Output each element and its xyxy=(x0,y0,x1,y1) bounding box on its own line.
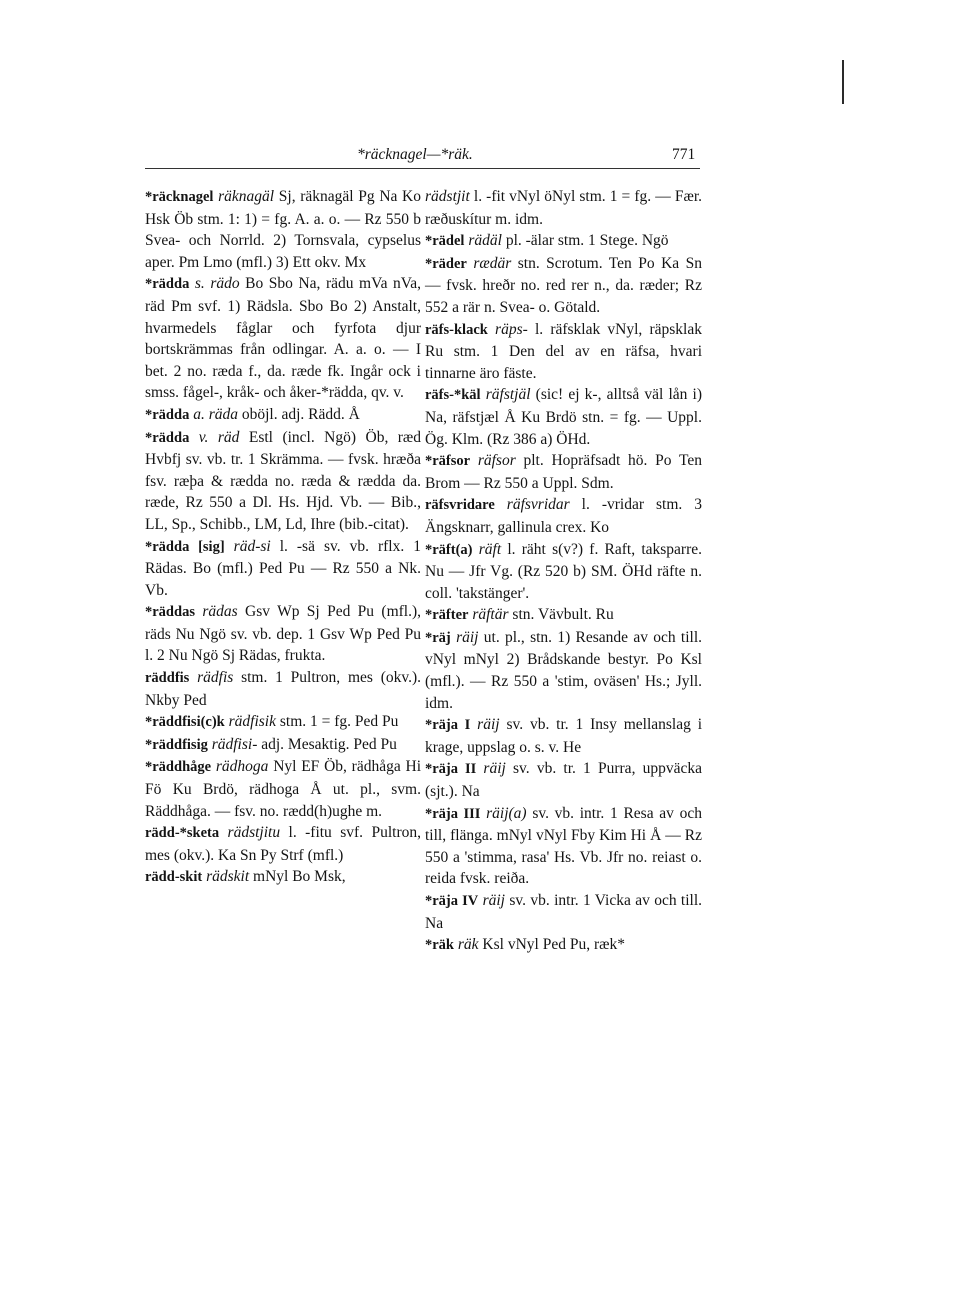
entry-text: oböjl. adj. Rädd. Å xyxy=(241,405,360,423)
dictionary-entry xyxy=(145,822,421,866)
entry-headword: *räfsor xyxy=(425,453,471,470)
entry-headword: *räja I xyxy=(425,717,471,734)
entry-form: rädfisi- xyxy=(211,735,258,753)
entry-text: sv. vb. intr. 1 Resa av och till, flänga. mNyl vNyl Fby Kim Hi Å — Rz 550 a 'stimma, rasa' Hs. Vb. Jfr no. reiast o. reida fvsk. reiða. xyxy=(425,804,703,888)
entry-text: (sic! ej k-, alltså väl lån i) Na, räfstjæl Å Ku Brdö stn. = fg. — Uppl. Ög. Klm. (Rz 386 a) ÖHd. xyxy=(425,386,703,448)
entry-form: räps- xyxy=(495,320,528,338)
entry-form: s. rädo xyxy=(194,275,240,293)
entry-headword: *räddfisi(c)k xyxy=(145,714,225,731)
running-head: *räcknagel—*räk. xyxy=(357,146,473,163)
dictionary-entry xyxy=(145,536,421,602)
entry-form: räij xyxy=(456,628,479,646)
entry-text: plt. Hopräfsadt hö. Po Ten Brom — Rz 550 a Uppl. Sdm. xyxy=(425,452,702,492)
dictionary-entry xyxy=(145,667,421,711)
entry-headword: *räfter xyxy=(425,607,469,624)
entry-text: Nyl EF Öb, rädhåga Hi Fö Ku Brdö, rädhoga Å ut. pl., svm. Räddhåga. — fsv. no. rædd(h)ughe m. xyxy=(145,758,421,820)
entry-text: mNyl Bo Msk, xyxy=(253,868,346,886)
dictionary-entry xyxy=(425,714,702,758)
dictionary-entry xyxy=(145,427,421,536)
entry-form: räd-si xyxy=(233,537,271,555)
entry-headword: räfsvridare xyxy=(425,497,495,514)
dictionary-entry xyxy=(425,494,702,538)
dictionary-entry xyxy=(425,230,702,253)
entry-text: sv. vb. tr. 1 Insy mellanslag i krage, uppslag o. s. v. He xyxy=(425,716,703,756)
entry-text: Sj, räknagäl Pg Na Ko Hsk Öb stm. 1: 1) = fg. A. a. o. — Rz 550 b Svea- och Norrld. 2) Tornsvala, cypselus aper. Pm Lmo (mfl.) 3) Ett okv. Mx xyxy=(145,188,422,271)
dictionary-entry xyxy=(425,627,702,714)
entry-headword: *rädda [sig] xyxy=(145,538,225,555)
dictionary-entry xyxy=(145,404,421,427)
dictionary-entry xyxy=(145,601,421,667)
entry-form: rädfis xyxy=(197,669,234,687)
entry-headword: *räj xyxy=(425,629,451,646)
entry-headword: räfs-klack xyxy=(425,321,488,338)
entry-form: räknagäl xyxy=(218,188,275,205)
entry-headword: *räja III xyxy=(425,805,481,822)
entry-headword: *rädda xyxy=(145,429,190,446)
dictionary-entry xyxy=(425,450,702,494)
entry-headword: rädd-*sketa xyxy=(145,825,220,842)
entry-headword: *räft(a) xyxy=(425,541,473,558)
entry-text: adj. Mesaktig. Ped Pu xyxy=(261,735,397,753)
entry-text: l. räfsklak vNyl, räpsklak Ru stm. 1 Den del av en räfsa, hvari tinnarne äro fäste. xyxy=(425,320,702,382)
dictionary-entry xyxy=(425,539,702,605)
entry-form: räij xyxy=(477,716,500,734)
entry-text: l. -sä sv. vb. rflx. 1 Rädas. Bo (mfl.) Ped Pu — Rz 550 a Nk. Vb. xyxy=(145,537,421,599)
entry-headword: *rädda xyxy=(145,276,190,293)
entry-text: Ksl vNyl Ped Pu, ræk* xyxy=(482,936,625,954)
entry-headword: *räja II xyxy=(425,761,477,778)
entry-form: räfsvridar xyxy=(506,496,570,514)
entry-headword: rädd-skit xyxy=(145,869,203,886)
entry-text: l. räht s(v?) f. Raft, taksparre. Nu — Jfr Vg. (Rz 520 b) SM. ÖHd räfte n. coll. 'takstänger'. xyxy=(425,540,702,602)
entry-text: pl. -älar stm. 1 Stege. Ngö xyxy=(505,232,669,250)
entry-form: rædär xyxy=(473,254,512,272)
entry-form: räij xyxy=(483,760,506,778)
entry-text: stn. Vävbult. Ru xyxy=(512,606,614,624)
dictionary-entry xyxy=(145,186,421,273)
dictionary-entry xyxy=(425,604,702,627)
dictionary-entry xyxy=(145,866,421,889)
entry-text: l. -vridar stm. 3 Ängsknarr, gallinula crex. Ko xyxy=(425,496,703,536)
entry-form: räij xyxy=(482,892,505,909)
dictionary-entry xyxy=(425,384,702,450)
entry-headword: räddfis xyxy=(145,670,190,687)
entry-headword: *räder xyxy=(425,255,467,272)
entry-form: räft xyxy=(478,540,502,558)
entry-form: v. räd xyxy=(198,428,240,446)
dictionary-entry xyxy=(425,803,702,890)
entry-form: räftär xyxy=(472,606,509,624)
entry-text: stm. 1 = fg. Ped Pu xyxy=(279,713,399,731)
dictionary-entry xyxy=(425,253,702,319)
entry-form: rädäl xyxy=(468,232,502,250)
entry-form: rädfisik xyxy=(228,713,276,731)
entry-text: ut. pl., stn. 1) Resande av och till. vNyl mNyl 2) Brådskande bestyr. Po Ksl (mfl.). — Rz 550 a 'stim, oväsen' Hs.; Jyll. idm. xyxy=(425,628,703,712)
entry-headword: *rädel xyxy=(425,233,465,250)
entry-form: räk xyxy=(457,936,479,954)
entry-form: a. räda xyxy=(193,405,238,423)
dictionary-entry xyxy=(145,756,421,822)
entry-headword: *räddhåge xyxy=(145,759,212,776)
entry-text: sv. vb. tr. 1 Purra, uppväcka (sjt.). Na xyxy=(425,760,703,801)
entry-headword: *räcknagel xyxy=(145,189,214,205)
entry-form: rädstjitu xyxy=(227,824,281,842)
dictionary-entry xyxy=(425,319,702,385)
entry-headword: räfs-*käl xyxy=(425,387,481,404)
entry-form: räij(a) xyxy=(486,804,527,822)
dictionary-entry xyxy=(425,890,702,934)
entry-headword: *räk xyxy=(425,937,454,954)
entry-text: Gsv Wp Sj Ped Pu (mfl.), räds Nu Ngö sv. vb. dep. 1 Gsv Wp Ped Pu l. 2 Nu Ngö Sj Rädas, frukta. xyxy=(145,603,421,665)
dictionary-entry xyxy=(145,711,421,734)
dictionary-entry xyxy=(425,934,702,957)
margin-mark xyxy=(842,60,844,104)
left-column xyxy=(145,186,421,889)
entry-text: l. -fitu svf. Pultron, mes (okv.). Ka Sn Py Strf (mfl.) xyxy=(145,824,421,864)
dictionary-entry xyxy=(425,186,702,230)
entry-headword: *räddfisig xyxy=(145,736,208,753)
header-rule xyxy=(145,168,700,169)
entry-form: räfstjäl xyxy=(485,386,531,404)
entry-text: l. -fit vNyl öNyl stm. 1 = fg. — Fær. ræðuskítur m. idm. xyxy=(425,188,702,228)
entry-text: stn. Scrotum. Ten Po Ka Sn — fvsk. hreðr no. red rer n., da. ræder; Rz 552 a rär n. Svea- o. Götald. xyxy=(425,254,703,316)
entry-text: Bo Sbo Na, rädu mVa nVa, räd Pm svf. 1) Rädsla. Sbo Bo 2) Anstalt, hvarmedels fåglar och fyrfota djur bortskrämmas från odlingar. A. a. o. — I bet. 2 no. ræda f., da. ræde fk. Ingår ock i smss. fågel-, kråk- och åker-*rädda, qv. v. xyxy=(145,275,421,402)
entry-headword: *räja IV xyxy=(425,893,479,909)
entry-text: Estl (incl. Ngö) Öb, ræd Hvbfj sv. vb. tr. 1 Skrämma. — fvsk. hræða fsv. ræþa & rædda no. ræda & rædda da. ræde, Rz 550 a Dl. Hs. Hjd. Vb. — Bib., LL, Sp., Schibb., LM, Ld, Ihre (bib.-citat). xyxy=(145,428,422,533)
entry-form: rädas xyxy=(202,603,238,621)
dictionary-entry xyxy=(145,734,421,757)
right-column xyxy=(425,186,702,957)
entry-headword: *räddas xyxy=(145,604,195,621)
entry-form: rädhoga xyxy=(215,758,269,776)
entry-form: rädstjit xyxy=(425,188,470,205)
dictionary-entry xyxy=(425,758,702,802)
dictionary-entry xyxy=(145,273,421,404)
entry-text: stm. 1 Pultron, mes (okv.). Nkby Ped xyxy=(145,669,422,709)
page-number: 771 xyxy=(672,146,696,163)
entry-headword: *rädda xyxy=(145,406,190,423)
entry-text: sv. vb. intr. 1 Vicka av och till. Na xyxy=(425,892,703,932)
entry-form: rädskit xyxy=(206,868,250,886)
entry-form: räfsor xyxy=(477,452,516,470)
